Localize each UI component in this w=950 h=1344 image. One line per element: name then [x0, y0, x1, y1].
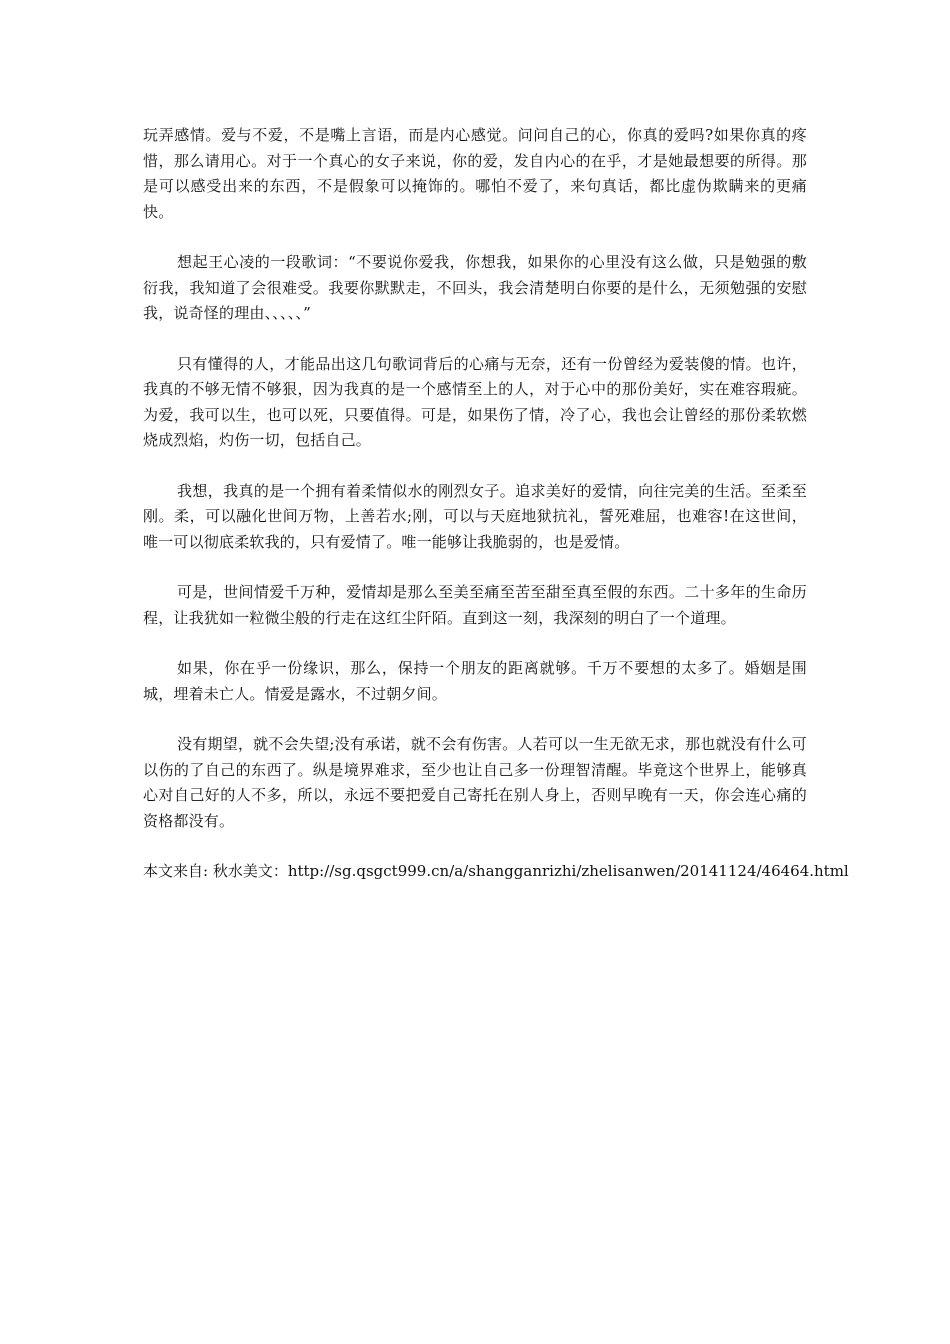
article-body	[143, 123, 849, 885]
paragraph-4: 我想，我真的是一个拥有着柔情似水的刚烈女子。追求美好的爱情，向往完美的生活。至柔至刚。柔，可以融化世间万物，上善若水;刚，可以与天庭地狱抗礼，誓死难屈，也难容!在这世间，唯一可以彻底柔软我的，只有爱情了。唯一能够让我脆弱的，也是爱情。	[143, 481, 807, 551]
paragraph-5: 可是，世间情爱千万种，爱情却是那么至美至痛至苦至甜至真至假的东西。二十多年的生命历程，让我犹如一粒微尘般的行走在这红尘阡陌。直到这一刻，我深刻的明白了一个道理。	[143, 583, 807, 627]
paragraph-1: 玩弄感情。爱与不爱，不是嘴上言语，而是内心感觉。问问自己的心，你真的爱吗?如果你真的疼惜，那么请用心。对于一个真心的女子来说，你的爱，发自内心的在乎，才是她最想要的所得。那是可以感受出来的东西，不是假象可以掩饰的。哪怕不爱了，来句真话，都比虚伪欺瞒来的更痛快。	[143, 126, 807, 221]
source-prefix: 本文来自: 秋水美文：	[143, 862, 288, 880]
source-link[interactable]: http://sg.qsgct999.cn/a/shangganrizhi/zhelisanwen/20141124/46464.html	[287, 862, 849, 880]
paragraph-6: 如果，你在乎一份缘识，那么，保持一个朋友的距离就够。千万不要想的太多了。婚姻是围城，埋着未亡人。情爱是露水，不过朝夕间。	[143, 659, 807, 703]
paragraph-2: 想起王心凌的一段歌词：“不要说你爱我，你想我，如果你的心里没有这么做，只是勉强的敷衍我，我知道了会很难受。我要你默默走，不回头，我会清楚明白你要的是什么，无须勉强的安慰我，说奇怪的理由、、、、、”	[143, 253, 807, 322]
paragraph-3: 只有懂得的人，才能品出这几句歌词背后的心痛与无奈，还有一份曾经为爱装傻的情。也许，我真的不够无情不够狠，因为我真的是一个感情至上的人，对于心中的那份美好，实在难容瑕疵。为爱，我可以生，也可以死，只要值得。可是，如果伤了情，冷了心，我也会让曾经的那份柔软燃烧成烈焰，灼伤一切，包括自己。	[143, 354, 807, 449]
source-attribution	[143, 859, 849, 885]
paragraph-7: 没有期望，就不会失望;没有承诺，就不会有伤害。人若可以一生无欲无求，那也就没有什么可以伤的了自己的东西了。纵是境界难求，至少也让自己多一份理智清醒。毕竟这个世界上，能够真心对自己好的人不多，所以，永远不要把爱自己寄托在别人身上，否则早晚有一天，你会连心痛的资格都没有。	[143, 735, 807, 830]
